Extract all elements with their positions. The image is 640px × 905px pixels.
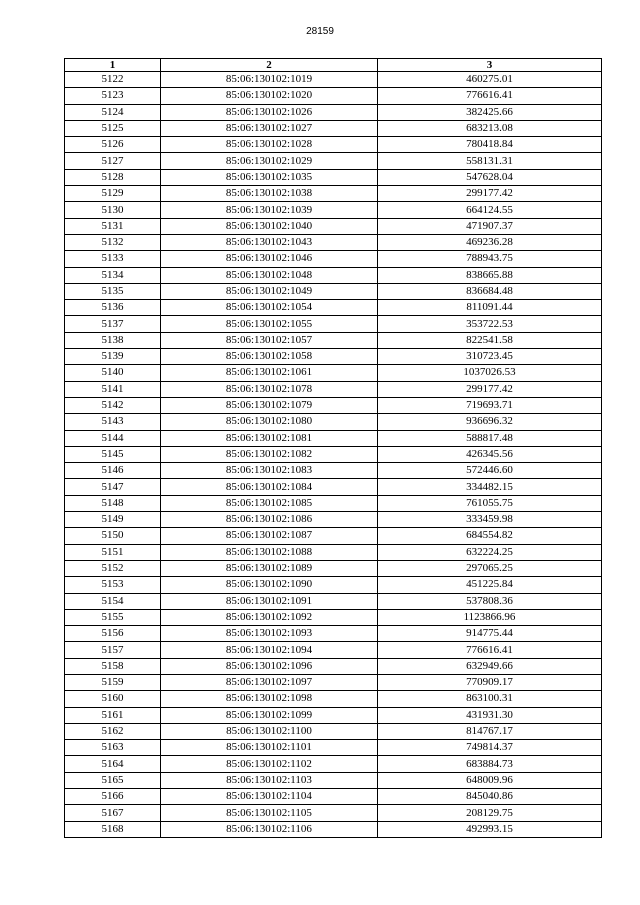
cadastral-number-cell: 85:06:130102:1082 xyxy=(161,446,378,462)
table-row xyxy=(65,642,602,658)
value-cell: 683213.08 xyxy=(378,120,602,136)
cadastral-number-cell: 85:06:130102:1048 xyxy=(161,267,378,283)
table-row xyxy=(65,218,602,234)
row-number-cell: 5167 xyxy=(65,805,161,821)
value-cell: 334482.15 xyxy=(378,479,602,495)
table-row xyxy=(65,104,602,120)
header-row xyxy=(65,59,602,72)
value-cell: 572446.60 xyxy=(378,463,602,479)
row-number-cell: 5138 xyxy=(65,332,161,348)
cadastral-number-cell: 85:06:130102:1086 xyxy=(161,512,378,528)
cadastral-number-cell: 85:06:130102:1046 xyxy=(161,251,378,267)
row-number-cell: 5124 xyxy=(65,104,161,120)
table-row xyxy=(65,805,602,821)
table-row xyxy=(65,479,602,495)
table-row xyxy=(65,593,602,609)
column-header-2: 2 xyxy=(161,59,378,72)
table-row xyxy=(65,560,602,576)
table-row xyxy=(65,349,602,365)
value-cell: 749814.37 xyxy=(378,740,602,756)
row-number-cell: 5165 xyxy=(65,772,161,788)
value-cell: 492993.15 xyxy=(378,821,602,837)
table-row xyxy=(65,674,602,690)
value-cell: 431931.30 xyxy=(378,707,602,723)
cadastral-number-cell: 85:06:130102:1038 xyxy=(161,186,378,202)
cadastral-number-cell: 85:06:130102:1091 xyxy=(161,593,378,609)
table-row xyxy=(65,300,602,316)
table-row xyxy=(65,772,602,788)
cadastral-number-cell: 85:06:130102:1029 xyxy=(161,153,378,169)
table-row xyxy=(65,251,602,267)
table-header xyxy=(65,59,602,72)
value-cell: 632224.25 xyxy=(378,544,602,560)
cadastral-number-cell: 85:06:130102:1100 xyxy=(161,723,378,739)
row-number-cell: 5125 xyxy=(65,120,161,136)
row-number-cell: 5129 xyxy=(65,186,161,202)
cadastral-number-cell: 85:06:130102:1043 xyxy=(161,234,378,250)
value-cell: 310723.45 xyxy=(378,349,602,365)
value-cell: 761055.75 xyxy=(378,495,602,511)
cadastral-number-cell: 85:06:130102:1079 xyxy=(161,397,378,413)
row-number-cell: 5146 xyxy=(65,463,161,479)
row-number-cell: 5149 xyxy=(65,512,161,528)
table-row xyxy=(65,740,602,756)
row-number-cell: 5151 xyxy=(65,544,161,560)
cadastral-number-cell: 85:06:130102:1081 xyxy=(161,430,378,446)
row-number-cell: 5143 xyxy=(65,414,161,430)
value-cell: 558131.31 xyxy=(378,153,602,169)
table-row xyxy=(65,544,602,560)
table-body xyxy=(65,72,602,838)
row-number-cell: 5164 xyxy=(65,756,161,772)
table-row xyxy=(65,88,602,104)
cadastral-number-cell: 85:06:130102:1061 xyxy=(161,365,378,381)
table-row xyxy=(65,495,602,511)
value-cell: 863100.31 xyxy=(378,691,602,707)
registry-table xyxy=(64,58,602,838)
row-number-cell: 5162 xyxy=(65,723,161,739)
value-cell: 788943.75 xyxy=(378,251,602,267)
cadastral-number-cell: 85:06:130102:1089 xyxy=(161,560,378,576)
row-number-cell: 5131 xyxy=(65,218,161,234)
row-number-cell: 5144 xyxy=(65,430,161,446)
value-cell: 936696.32 xyxy=(378,414,602,430)
cadastral-number-cell: 85:06:130102:1099 xyxy=(161,707,378,723)
row-number-cell: 5123 xyxy=(65,88,161,104)
row-number-cell: 5154 xyxy=(65,593,161,609)
table-row xyxy=(65,609,602,625)
table-row xyxy=(65,430,602,446)
table-row xyxy=(65,332,602,348)
table-row xyxy=(65,691,602,707)
table-row xyxy=(65,414,602,430)
value-cell: 460275.01 xyxy=(378,72,602,88)
row-number-cell: 5130 xyxy=(65,202,161,218)
row-number-cell: 5139 xyxy=(65,349,161,365)
value-cell: 537808.36 xyxy=(378,593,602,609)
table-row xyxy=(65,365,602,381)
row-number-cell: 5135 xyxy=(65,283,161,299)
row-number-cell: 5153 xyxy=(65,577,161,593)
value-cell: 451225.84 xyxy=(378,577,602,593)
value-cell: 469236.28 xyxy=(378,234,602,250)
table-row xyxy=(65,723,602,739)
row-number-cell: 5150 xyxy=(65,528,161,544)
value-cell: 333459.98 xyxy=(378,512,602,528)
table-row xyxy=(65,463,602,479)
value-cell: 1123866.96 xyxy=(378,609,602,625)
cadastral-number-cell: 85:06:130102:1106 xyxy=(161,821,378,837)
value-cell: 1037026.53 xyxy=(378,365,602,381)
value-cell: 683884.73 xyxy=(378,756,602,772)
table-row xyxy=(65,186,602,202)
cadastral-number-cell: 85:06:130102:1088 xyxy=(161,544,378,560)
value-cell: 845040.86 xyxy=(378,789,602,805)
cadastral-number-cell: 85:06:130102:1040 xyxy=(161,218,378,234)
cadastral-number-cell: 85:06:130102:1054 xyxy=(161,300,378,316)
cadastral-number-cell: 85:06:130102:1019 xyxy=(161,72,378,88)
cadastral-number-cell: 85:06:130102:1035 xyxy=(161,169,378,185)
row-number-cell: 5133 xyxy=(65,251,161,267)
table-row xyxy=(65,267,602,283)
value-cell: 838665.88 xyxy=(378,267,602,283)
table-row xyxy=(65,756,602,772)
value-cell: 780418.84 xyxy=(378,137,602,153)
value-cell: 770909.17 xyxy=(378,674,602,690)
value-cell: 426345.56 xyxy=(378,446,602,462)
table-row xyxy=(65,707,602,723)
cadastral-number-cell: 85:06:130102:1087 xyxy=(161,528,378,544)
row-number-cell: 5163 xyxy=(65,740,161,756)
table-row xyxy=(65,137,602,153)
column-header-1: 1 xyxy=(65,59,161,72)
row-number-cell: 5140 xyxy=(65,365,161,381)
row-number-cell: 5134 xyxy=(65,267,161,283)
cadastral-number-cell: 85:06:130102:1097 xyxy=(161,674,378,690)
page-number: 28159 xyxy=(306,26,334,37)
cadastral-number-cell: 85:06:130102:1093 xyxy=(161,626,378,642)
value-cell: 353722.53 xyxy=(378,316,602,332)
row-number-cell: 5136 xyxy=(65,300,161,316)
cadastral-number-cell: 85:06:130102:1058 xyxy=(161,349,378,365)
cadastral-number-cell: 85:06:130102:1098 xyxy=(161,691,378,707)
cadastral-number-cell: 85:06:130102:1080 xyxy=(161,414,378,430)
cadastral-number-cell: 85:06:130102:1039 xyxy=(161,202,378,218)
cadastral-number-cell: 85:06:130102:1103 xyxy=(161,772,378,788)
value-cell: 836684.48 xyxy=(378,283,602,299)
cadastral-number-cell: 85:06:130102:1026 xyxy=(161,104,378,120)
cadastral-number-cell: 85:06:130102:1094 xyxy=(161,642,378,658)
value-cell: 382425.66 xyxy=(378,104,602,120)
table-row xyxy=(65,626,602,642)
cadastral-number-cell: 85:06:130102:1057 xyxy=(161,332,378,348)
table-row xyxy=(65,153,602,169)
table-row xyxy=(65,397,602,413)
cadastral-number-cell: 85:06:130102:1028 xyxy=(161,137,378,153)
row-number-cell: 5137 xyxy=(65,316,161,332)
cadastral-number-cell: 85:06:130102:1078 xyxy=(161,381,378,397)
value-cell: 208129.75 xyxy=(378,805,602,821)
row-number-cell: 5141 xyxy=(65,381,161,397)
value-cell: 719693.71 xyxy=(378,397,602,413)
cadastral-number-cell: 85:06:130102:1104 xyxy=(161,789,378,805)
row-number-cell: 5158 xyxy=(65,658,161,674)
row-number-cell: 5152 xyxy=(65,560,161,576)
table-row xyxy=(65,528,602,544)
table-row xyxy=(65,577,602,593)
value-cell: 684554.82 xyxy=(378,528,602,544)
cadastral-number-cell: 85:06:130102:1020 xyxy=(161,88,378,104)
row-number-cell: 5160 xyxy=(65,691,161,707)
value-cell: 648009.96 xyxy=(378,772,602,788)
value-cell: 776616.41 xyxy=(378,642,602,658)
table-row xyxy=(65,234,602,250)
row-number-cell: 5166 xyxy=(65,789,161,805)
table-row xyxy=(65,381,602,397)
cadastral-number-cell: 85:06:130102:1049 xyxy=(161,283,378,299)
table-row xyxy=(65,658,602,674)
row-number-cell: 5159 xyxy=(65,674,161,690)
row-number-cell: 5128 xyxy=(65,169,161,185)
row-number-cell: 5142 xyxy=(65,397,161,413)
cadastral-number-cell: 85:06:130102:1090 xyxy=(161,577,378,593)
table-row xyxy=(65,72,602,88)
value-cell: 632949.66 xyxy=(378,658,602,674)
value-cell: 588817.48 xyxy=(378,430,602,446)
column-header-3: 3 xyxy=(378,59,602,72)
row-number-cell: 5161 xyxy=(65,707,161,723)
row-number-cell: 5126 xyxy=(65,137,161,153)
row-number-cell: 5145 xyxy=(65,446,161,462)
table-row xyxy=(65,821,602,837)
row-number-cell: 5155 xyxy=(65,609,161,625)
table-row xyxy=(65,512,602,528)
row-number-cell: 5157 xyxy=(65,642,161,658)
table-row xyxy=(65,202,602,218)
cadastral-number-cell: 85:06:130102:1101 xyxy=(161,740,378,756)
value-cell: 811091.44 xyxy=(378,300,602,316)
cadastral-number-cell: 85:06:130102:1083 xyxy=(161,463,378,479)
cadastral-number-cell: 85:06:130102:1092 xyxy=(161,609,378,625)
cadastral-number-cell: 85:06:130102:1102 xyxy=(161,756,378,772)
value-cell: 471907.37 xyxy=(378,218,602,234)
table-row xyxy=(65,120,602,136)
table-row xyxy=(65,789,602,805)
table-row xyxy=(65,446,602,462)
value-cell: 547628.04 xyxy=(378,169,602,185)
row-number-cell: 5132 xyxy=(65,234,161,250)
value-cell: 822541.58 xyxy=(378,332,602,348)
cadastral-number-cell: 85:06:130102:1096 xyxy=(161,658,378,674)
cadastral-number-cell: 85:06:130102:1105 xyxy=(161,805,378,821)
row-number-cell: 5168 xyxy=(65,821,161,837)
value-cell: 814767.17 xyxy=(378,723,602,739)
cadastral-number-cell: 85:06:130102:1084 xyxy=(161,479,378,495)
value-cell: 664124.55 xyxy=(378,202,602,218)
row-number-cell: 5127 xyxy=(65,153,161,169)
cadastral-number-cell: 85:06:130102:1055 xyxy=(161,316,378,332)
table-row xyxy=(65,283,602,299)
value-cell: 297065.25 xyxy=(378,560,602,576)
value-cell: 776616.41 xyxy=(378,88,602,104)
value-cell: 914775.44 xyxy=(378,626,602,642)
table-row xyxy=(65,316,602,332)
row-number-cell: 5122 xyxy=(65,72,161,88)
row-number-cell: 5148 xyxy=(65,495,161,511)
table-row xyxy=(65,169,602,185)
row-number-cell: 5156 xyxy=(65,626,161,642)
row-number-cell: 5147 xyxy=(65,479,161,495)
cadastral-number-cell: 85:06:130102:1085 xyxy=(161,495,378,511)
value-cell: 299177.42 xyxy=(378,381,602,397)
value-cell: 299177.42 xyxy=(378,186,602,202)
cadastral-number-cell: 85:06:130102:1027 xyxy=(161,120,378,136)
